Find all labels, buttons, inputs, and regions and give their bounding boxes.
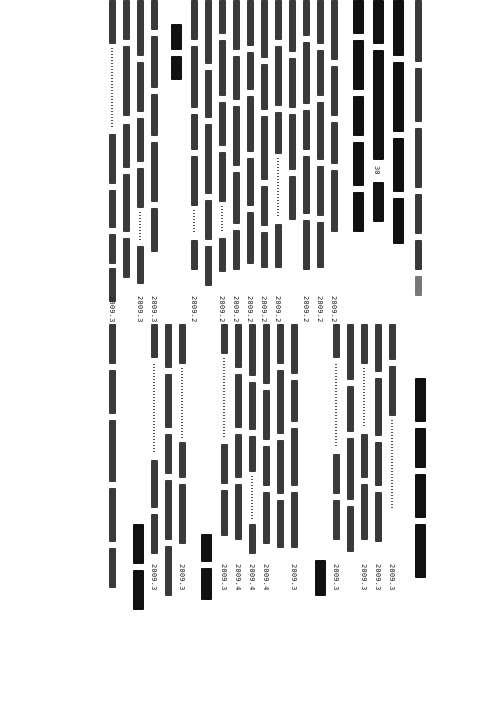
script-word <box>303 110 310 150</box>
date-label: 2009.4 <box>234 564 242 591</box>
dot-leader <box>221 206 223 232</box>
script-word <box>361 484 368 540</box>
script-word <box>415 128 422 188</box>
dot-leader <box>391 420 393 510</box>
script-word <box>415 68 422 122</box>
script-word <box>247 52 254 90</box>
script-word <box>109 0 116 44</box>
script-word <box>263 446 270 486</box>
script-word <box>317 166 324 216</box>
script-word <box>393 0 404 56</box>
inline-number: 30 <box>373 166 381 175</box>
script-word <box>331 0 338 60</box>
script-word <box>137 62 144 112</box>
script-word <box>353 142 364 186</box>
text-line <box>108 324 117 624</box>
script-word <box>361 324 368 364</box>
script-word <box>415 240 422 270</box>
date-label: 2009.2 <box>274 296 282 323</box>
script-word <box>201 568 212 600</box>
script-word <box>289 176 296 220</box>
script-word <box>277 440 284 494</box>
script-word <box>205 200 212 240</box>
script-word <box>137 118 144 162</box>
date-label: 2009.3 <box>374 564 382 591</box>
section-heading <box>132 324 145 624</box>
script-word <box>373 0 384 44</box>
script-word <box>219 40 226 96</box>
script-word <box>109 134 116 184</box>
text-line <box>388 324 397 624</box>
text-line <box>290 324 299 624</box>
script-word <box>221 324 228 354</box>
script-word <box>151 0 158 30</box>
script-word <box>317 50 324 96</box>
text-line <box>346 324 355 624</box>
script-word <box>123 0 130 40</box>
script-word <box>247 212 254 264</box>
date-label: 2009.3 <box>136 296 144 323</box>
script-word <box>303 42 310 104</box>
script-word <box>347 324 354 380</box>
date-label: 2009.3 <box>150 564 158 591</box>
script-word <box>109 370 116 414</box>
text-line <box>164 324 173 624</box>
script-word <box>109 324 116 364</box>
script-word <box>151 36 158 88</box>
script-word <box>233 56 240 100</box>
date-label: 2009.3 <box>150 296 158 323</box>
section-heading <box>314 324 327 624</box>
script-word <box>165 480 172 540</box>
script-word <box>219 0 226 34</box>
script-word <box>123 46 130 116</box>
script-word <box>221 490 228 536</box>
script-word <box>303 156 310 214</box>
text-line <box>190 0 199 520</box>
date-label: 2009.3 <box>332 564 340 591</box>
script-word <box>261 186 268 226</box>
script-word <box>303 0 310 36</box>
script-word <box>109 488 116 542</box>
date-label: 2009.2 <box>218 296 226 323</box>
script-word <box>331 170 338 232</box>
script-word <box>375 324 382 372</box>
script-word <box>261 0 268 58</box>
date-label: 2009.2 <box>260 296 268 323</box>
script-word <box>373 182 384 222</box>
script-word <box>415 428 426 468</box>
script-word <box>235 484 242 540</box>
script-word <box>331 66 338 116</box>
section-heading <box>200 324 213 624</box>
script-word <box>191 46 198 108</box>
script-word <box>179 324 186 364</box>
date-label: 2009.4 <box>248 564 256 591</box>
script-word <box>191 156 198 206</box>
script-word <box>317 222 324 268</box>
date-label: 2009.3 <box>178 564 186 591</box>
script-word <box>389 324 396 360</box>
script-word <box>289 58 296 108</box>
script-word <box>317 0 324 44</box>
script-word <box>235 434 242 478</box>
script-word <box>137 0 144 56</box>
script-word <box>333 454 340 494</box>
script-word <box>191 0 198 40</box>
script-word <box>233 172 240 224</box>
script-word <box>249 324 256 376</box>
script-word <box>375 442 382 486</box>
text-line <box>220 324 229 624</box>
script-word <box>151 142 158 202</box>
script-word <box>415 474 426 518</box>
script-word <box>165 374 172 428</box>
script-word <box>275 46 282 106</box>
script-word <box>277 370 284 434</box>
date-label: 2009.2 <box>232 296 240 323</box>
date-label: 2009.2 <box>316 296 324 323</box>
script-word <box>291 324 298 374</box>
dot-leader <box>277 158 279 218</box>
script-word <box>333 324 340 358</box>
date-label: 2009.3 <box>360 564 368 591</box>
script-word <box>389 366 396 416</box>
script-word <box>201 534 212 562</box>
script-word <box>415 276 422 296</box>
script-word <box>151 208 158 252</box>
script-word <box>415 194 422 234</box>
script-word <box>151 514 158 554</box>
script-word <box>219 152 226 202</box>
script-word <box>415 378 426 422</box>
script-word <box>205 246 212 286</box>
script-word <box>123 238 130 278</box>
script-word <box>347 506 354 552</box>
script-word <box>275 112 282 154</box>
script-word <box>109 190 116 228</box>
script-word <box>289 0 296 52</box>
script-word <box>375 492 382 542</box>
script-word <box>219 238 226 272</box>
script-word <box>331 122 338 164</box>
dot-leader <box>153 364 155 454</box>
script-word <box>247 96 254 152</box>
script-word <box>353 96 364 136</box>
script-word <box>415 0 422 62</box>
dot-leader <box>111 48 113 128</box>
script-word <box>179 484 186 544</box>
script-word <box>133 570 144 610</box>
script-word <box>373 50 384 160</box>
script-word <box>347 438 354 500</box>
script-word <box>123 174 130 232</box>
script-word <box>179 442 186 478</box>
text-line <box>234 324 243 624</box>
script-word <box>261 64 268 110</box>
script-word <box>221 444 228 484</box>
script-word <box>333 500 340 540</box>
text-line <box>150 324 159 624</box>
script-word <box>205 70 212 118</box>
script-word <box>263 324 270 384</box>
script-word <box>353 0 364 34</box>
text-line <box>332 324 341 624</box>
script-word <box>109 420 116 482</box>
dot-leader <box>363 368 365 428</box>
script-word <box>165 546 172 596</box>
script-word <box>249 436 256 472</box>
script-word <box>315 560 326 596</box>
dot-leader <box>251 476 253 520</box>
script-word <box>137 246 144 284</box>
script-word <box>289 114 296 170</box>
date-label: 2009.3 <box>108 296 116 323</box>
date-label: 2009.2 <box>190 296 198 323</box>
script-word <box>133 524 144 564</box>
date-label: 2009.3 <box>290 564 298 591</box>
script-word <box>277 500 284 548</box>
text-line <box>262 324 271 624</box>
script-word <box>233 0 240 50</box>
script-word <box>109 548 116 588</box>
script-word <box>151 324 158 358</box>
script-word <box>291 492 298 548</box>
script-word <box>353 192 364 232</box>
script-word <box>393 62 404 132</box>
script-word <box>303 220 310 270</box>
script-word <box>191 240 198 270</box>
dot-leader <box>223 358 225 438</box>
text-line <box>248 324 257 624</box>
script-word <box>291 380 298 422</box>
script-word <box>347 386 354 432</box>
script-word <box>393 138 404 192</box>
script-word <box>165 324 172 368</box>
script-word <box>275 224 282 268</box>
dot-leader <box>139 212 141 242</box>
section-heading <box>414 324 427 624</box>
script-word <box>191 114 198 150</box>
dot-leader <box>181 368 183 438</box>
text-line <box>360 324 369 624</box>
script-word <box>165 434 172 474</box>
date-label: 2009.4 <box>262 564 270 591</box>
script-word <box>151 94 158 136</box>
script-word <box>261 232 268 268</box>
script-word <box>235 324 242 368</box>
script-word <box>235 374 242 428</box>
script-word <box>247 158 254 206</box>
script-word <box>205 124 212 194</box>
script-word <box>393 198 404 244</box>
script-word <box>275 0 282 40</box>
text-line <box>276 324 285 624</box>
script-word <box>277 324 284 364</box>
script-word <box>291 428 298 486</box>
script-word <box>317 102 324 160</box>
script-word <box>353 40 364 90</box>
script-word <box>205 0 212 64</box>
script-word <box>249 524 256 554</box>
script-word <box>375 378 382 436</box>
script-word <box>219 102 226 146</box>
text-line <box>178 324 187 624</box>
script-word <box>109 234 116 264</box>
script-word <box>171 56 182 80</box>
script-word <box>151 460 158 508</box>
script-word <box>361 434 368 478</box>
date-label: 2009.2 <box>302 296 310 323</box>
script-word <box>247 0 254 46</box>
script-word <box>263 492 270 544</box>
dot-leader <box>335 364 337 448</box>
text-line <box>302 0 311 520</box>
date-label: 2009.2 <box>330 296 338 323</box>
script-word <box>123 124 130 168</box>
script-word <box>415 524 426 578</box>
script-word <box>233 230 240 270</box>
text-line <box>374 324 383 624</box>
text-line <box>122 0 131 520</box>
date-label: 2009.3 <box>388 564 396 591</box>
script-word <box>263 390 270 440</box>
script-word <box>171 24 182 50</box>
script-word <box>261 116 268 180</box>
script-word <box>249 382 256 430</box>
dot-leader <box>193 210 195 234</box>
script-word <box>137 168 144 208</box>
date-label: 2009.2 <box>246 296 254 323</box>
script-word <box>233 106 240 166</box>
date-label: 2009.3 <box>220 564 228 591</box>
